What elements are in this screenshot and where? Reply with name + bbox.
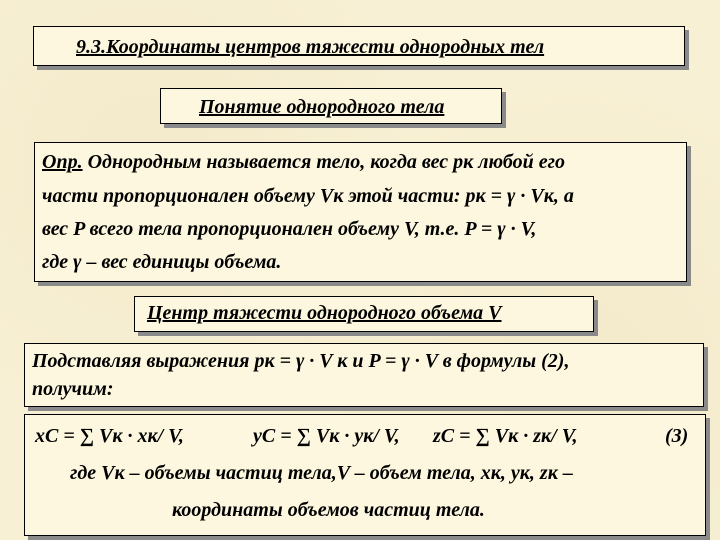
title-box	[33, 26, 685, 66]
where-line-2: координаты объемов частиц тела.	[172, 499, 485, 521]
substitution-box	[24, 343, 704, 407]
definition-box	[34, 142, 687, 282]
formula-yc: yC = ∑ Vк · yк/ V,	[253, 425, 400, 447]
formulas-box	[24, 414, 706, 536]
definition-line-3: вес P всего тела пропорционален объему V, т.е. P = γ · V,	[42, 218, 537, 240]
where-line-1: где Vк – объемы частиц тела,V – объем тела, xк, yк, zк –	[70, 462, 573, 484]
formula-xc: xC = ∑ Vк · xк/ V,	[35, 425, 184, 447]
subtitle-box	[160, 88, 502, 124]
definition-line-4: где γ – вес единицы объема.	[42, 251, 282, 273]
definition-line-1	[42, 151, 565, 174]
substitution-line-2: получим:	[32, 378, 114, 400]
center-title: Центр тяжести однородного объема V	[147, 302, 502, 324]
formula-number: (3)	[665, 425, 689, 447]
definition-line-1-text: Однородным называется тело, когда вес pк любой его	[87, 151, 565, 173]
subtitle: Понятие однородного тела	[199, 96, 445, 118]
center-title-box	[134, 296, 594, 332]
substitution-line-1: Подставляя выражения pк = γ · V к и P = γ · V в формулы (2),	[32, 350, 570, 372]
definition-label: Опр.	[42, 151, 83, 173]
definition-line-2: части пропорционален объему Vк этой части: pк = γ · Vк, а	[42, 185, 574, 207]
formula-zc: zC = ∑ Vк · zк/ V,	[433, 425, 578, 447]
page-title: 9.3.Координаты центров тяжести однородных тел	[76, 36, 545, 58]
